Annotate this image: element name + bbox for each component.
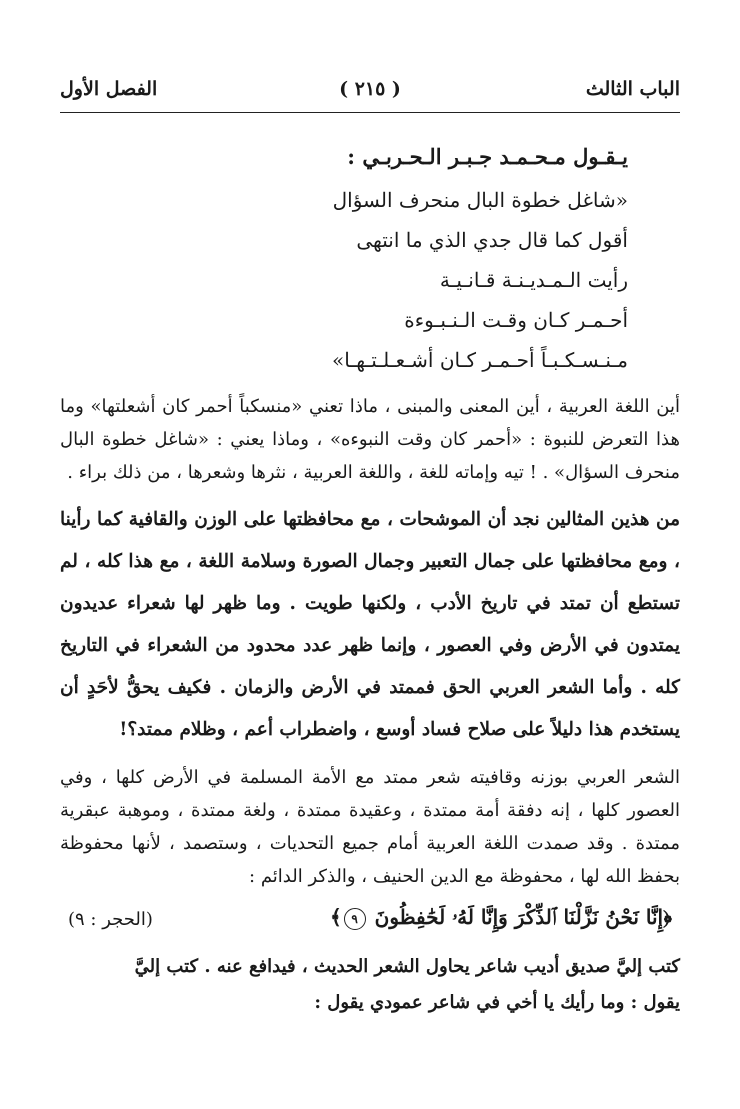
paragraph-3: الشعر العربي بوزنه وقافيته شعر ممتد مع الأمة المسلمة في الأرض كلها ، وفي العصور كلها ، إنه دفقة أمة ممتدة ، وعقيدة ممتدة ، ولغة ممتدة ، وموهبة عبقرية ممتدة . وقد صمدت اللغة العربية أمام جميع التحديات ، وستصمد ، لأنها محفوظة بحفظ الله لها ، محفوظة مع الدين الحنيف ، والذكر الدائم : [60,767,680,887]
paragraph-1: أين اللغة العربية ، أين المعنى والمبنى ، ماذا تعني «منسكباً أحمر كان أشعلتها» وما هذا التعرض للنبوة : «أحمر كان وقت النبوءه» ، وماذا يعني : «شاغل خطوة البال منحرف السؤال» . ! تيه وإماته للغة ، واللغة العربية ، نثرها وشعرها ، من ذلك براء . [60,396,680,483]
quran-verse [330,905,672,930]
poem-line: «شاغل خطوة البال منحرف السؤال [332,188,628,212]
final-line-2: يقول : وما رأيك يا أخي في شاعر عمودي يقول : [314,992,680,1013]
poem-block [148,180,628,380]
chapter-title: الباب الثالث [585,78,680,100]
poem-line: مـنـسـكـبـاً أحـمـر كـان أشـعـلـتـهـا» [332,348,628,372]
poem-line: أحـمـر كـان وقـت الـنـبـوءة [404,308,628,332]
body-text [60,390,680,1021]
page-number: ( ٢١٥ ) [339,78,401,100]
running-header [60,78,680,108]
poem-line: أقول كما قال جدي الذي ما انتهى [356,228,628,252]
section-title: الفصل الأول [60,78,158,100]
quran-verse-row [60,899,680,949]
paragraph-2: من هذين المثالين نجد أن الموشحات ، مع محافظتها على الوزن والقافية كما رأينا ، ومع محافظتها على جمال التعبير وجمال الصورة وسلامة اللغة ، مع هذا كله ، لم تستطع أن تمتد في تاريخ الأدب ، ولكنها طويت . وما ظهر لها شعراء عديدون يمتدون في الأرض وفي العصور ، وإنما ظهر عدد محدود من الشعراء في التاريخ كله . وأما الشعر العربي الحق فممتد في الأرض والزمان . فكيف يحقُّ لأحَدٍ أن يستخدم هذا دليلاً على صلاح فساد أوسع ، واضطراب أعم ، وظلام ممتد؟! [60,509,680,740]
verse-text: إِنَّا نَحْنُ نَزَّلْنَا ٱلذِّكْرَ وَإِنَّا لَهُۥ لَحَٰفِظُونَ [374,905,664,929]
poem-line: رأيت الـمـديـنـة قـانـيـة [439,268,628,292]
verse-open-bracket: ﴿ [663,905,672,929]
final-line-1: كتب إليَّ صديق أديب شاعر يحاول الشعر الحديث ، فيدافع عنه . كتب إليَّ [134,956,680,977]
verse-number-badge: ٩ [344,908,366,930]
header-divider [60,112,680,113]
verse-reference: (الحجر : ٩) [68,909,153,930]
poem-intro: يـقـول مـحـمـد جـبـر الـحـربـي : [347,144,628,169]
verse-close-bracket: ﴾ [329,905,342,929]
